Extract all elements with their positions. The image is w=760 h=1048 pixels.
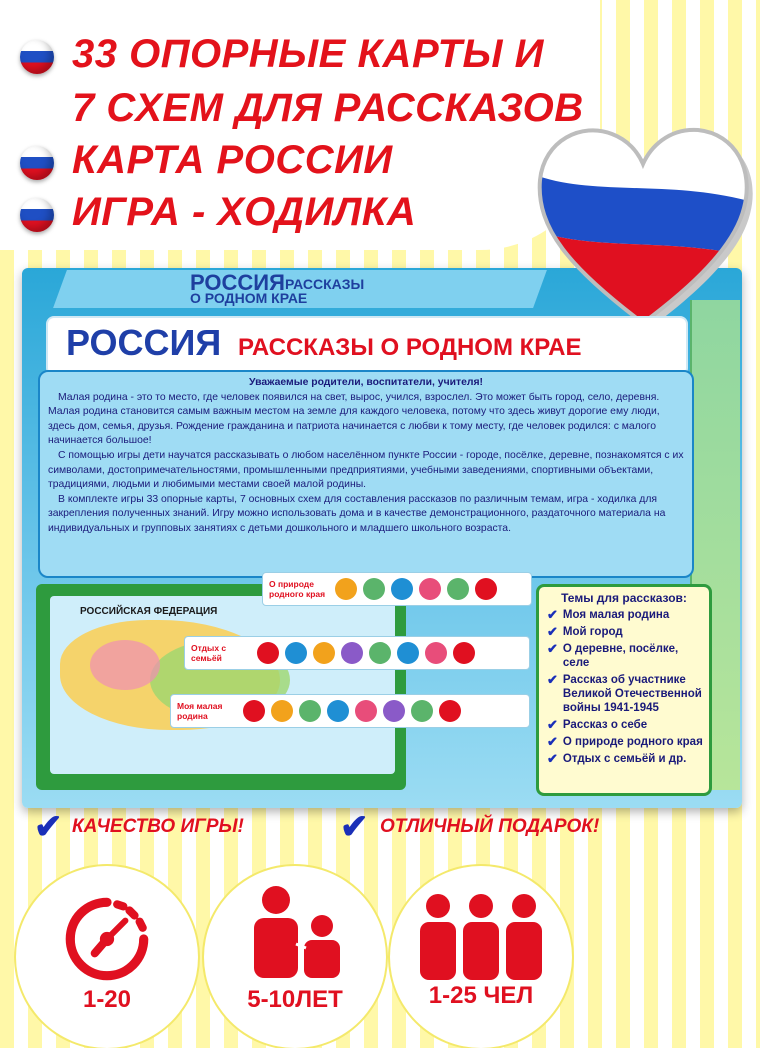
- players-label: 1-25 ЧЕЛ: [428, 982, 534, 1009]
- scheme-strip: [262, 572, 532, 606]
- check-icon: ✔: [547, 717, 558, 732]
- headline-line-4: ИГРА - ХОДИЛКА: [72, 190, 417, 234]
- topic-item: ✔ Рассказ о себе: [547, 717, 648, 732]
- russia-map-region: [90, 640, 160, 690]
- scheme-icon: [299, 700, 321, 722]
- scheme-icon: [355, 700, 377, 722]
- scheme-icon: [425, 642, 447, 664]
- scheme-icon: [285, 642, 307, 664]
- time-label: 1-20: [82, 986, 132, 1013]
- check-icon: ✔: [547, 672, 558, 687]
- scheme-icon: [439, 700, 461, 722]
- check-icon: ✔: [34, 808, 63, 846]
- flag-ball-icon: [20, 198, 54, 232]
- map-label: РОССИЙСКАЯ ФЕДЕРАЦИЯ: [80, 606, 218, 617]
- lid-subtitle: О РОДНОМ КРАЕ: [190, 290, 308, 306]
- check-icon: ✔: [547, 624, 558, 639]
- info-panel: [38, 370, 694, 578]
- scheme-strip-label: Отдых с семьёй: [191, 643, 227, 663]
- scheme-icon: [363, 578, 385, 600]
- headline-line-2: 7 СХЕМ ДЛЯ РАССКАЗОВ: [72, 86, 584, 130]
- check-icon: ✔: [547, 751, 558, 766]
- scheme-icon: [257, 642, 279, 664]
- topic-item: ✔ О природе родного края: [547, 734, 703, 749]
- check-icon: ✔: [547, 734, 558, 749]
- scheme-icon: [397, 642, 419, 664]
- quality-claim: КАЧЕСТВО ИГРЫ!: [72, 816, 244, 837]
- age-label: 5-10ЛЕТ: [247, 986, 343, 1013]
- scheme-icon: [419, 578, 441, 600]
- topic-item: ✔ Мой город: [547, 624, 623, 639]
- headline-line-1: 33 ОПОРНЫЕ КАРТЫ И: [72, 32, 544, 76]
- headline-line-3: КАРТА РОССИИ: [72, 138, 393, 182]
- scheme-icon: [391, 578, 413, 600]
- scheme-icon: [369, 642, 391, 664]
- gift-claim: ОТЛИЧНЫЙ ПОДАРОК!: [380, 816, 600, 837]
- scheme-icon: [383, 700, 405, 722]
- scheme-icon: [271, 700, 293, 722]
- main-subtitle: РАССКАЗЫ О РОДНОМ КРАЕ: [238, 334, 582, 361]
- scheme-icon: [341, 642, 363, 664]
- scheme-icon: [243, 700, 265, 722]
- lid-title-2: РАССКАЗЫ: [285, 276, 365, 292]
- flag-ball-icon: [20, 40, 54, 74]
- info-paragraph: С помощью игры дети научатся рассказывать о любом населённом пункте России - городе, посёлке, деревне, познакомятся с их символами, достопримечательностями, промышленными предприятиями, учебными заведениями, спортивными объектами, традициями, людьми и любимыми местами своей малой родины.: [48, 449, 684, 491]
- scheme-strip: [184, 636, 530, 670]
- topic-item: ✔ Моя малая родина: [547, 607, 670, 622]
- info-paragraph: В комплекте игры 33 опорные карты, 7 основных схем для составления рассказов по различным темам, игра - ходилка для закрепления полученных знаний. Игру можно использовать дома и в качестве демонстрационного, раздаточного материала на индивидуальных и групповых занятиях с детьми дошкольного и младшего школьного возраста.: [48, 493, 666, 534]
- check-icon: ✔: [340, 808, 369, 846]
- info-greeting: Уважаемые родители, воспитатели, учителя!: [249, 377, 483, 388]
- topic-item: ✔ Отдых с семьёй и др.: [547, 751, 687, 766]
- group-icon: [414, 892, 548, 982]
- check-icon: ✔: [547, 641, 558, 656]
- scheme-icon: [327, 700, 349, 722]
- flag-ball-icon: [20, 146, 54, 180]
- topics-title: Темы для рассказов:: [561, 591, 687, 605]
- parent-child-icon: [236, 882, 356, 982]
- topic-item: ✔ Рассказ об участнике Великой Отечественной войны 1941-1945: [547, 672, 702, 714]
- scheme-strip-label: Моя малая родина: [177, 701, 223, 721]
- main-title: РОССИЯ: [66, 322, 222, 363]
- check-icon: ✔: [547, 607, 558, 622]
- info-paragraph: Малая родина - это то место, где человек появился на свет, вырос, учился, взрослел. Это может быть город, село, деревня. Малая родина становится самым важным местом на земле для каждого человека, потому что здесь живут дорогие ему люди, здесь дом, семья, друзья. Рождение гражданина и патриота начинается с любви к тому месту, где человек родился: с малого начинается большое!: [48, 391, 660, 447]
- scheme-icon: [475, 578, 497, 600]
- timer-icon: [56, 888, 158, 990]
- scheme-icon: [335, 578, 357, 600]
- scheme-icon: [447, 578, 469, 600]
- topics-panel: [536, 584, 712, 796]
- scheme-strip: [170, 694, 530, 728]
- scheme-strip-label: О природе родного края: [269, 579, 326, 599]
- topic-item: ✔ О деревне, посёлке, селе: [547, 641, 679, 669]
- scheme-icon: [411, 700, 433, 722]
- scheme-icon: [313, 642, 335, 664]
- heart-flag-icon: [530, 118, 756, 332]
- lid-title: РОССИЯ: [190, 270, 285, 295]
- scheme-icon: [453, 642, 475, 664]
